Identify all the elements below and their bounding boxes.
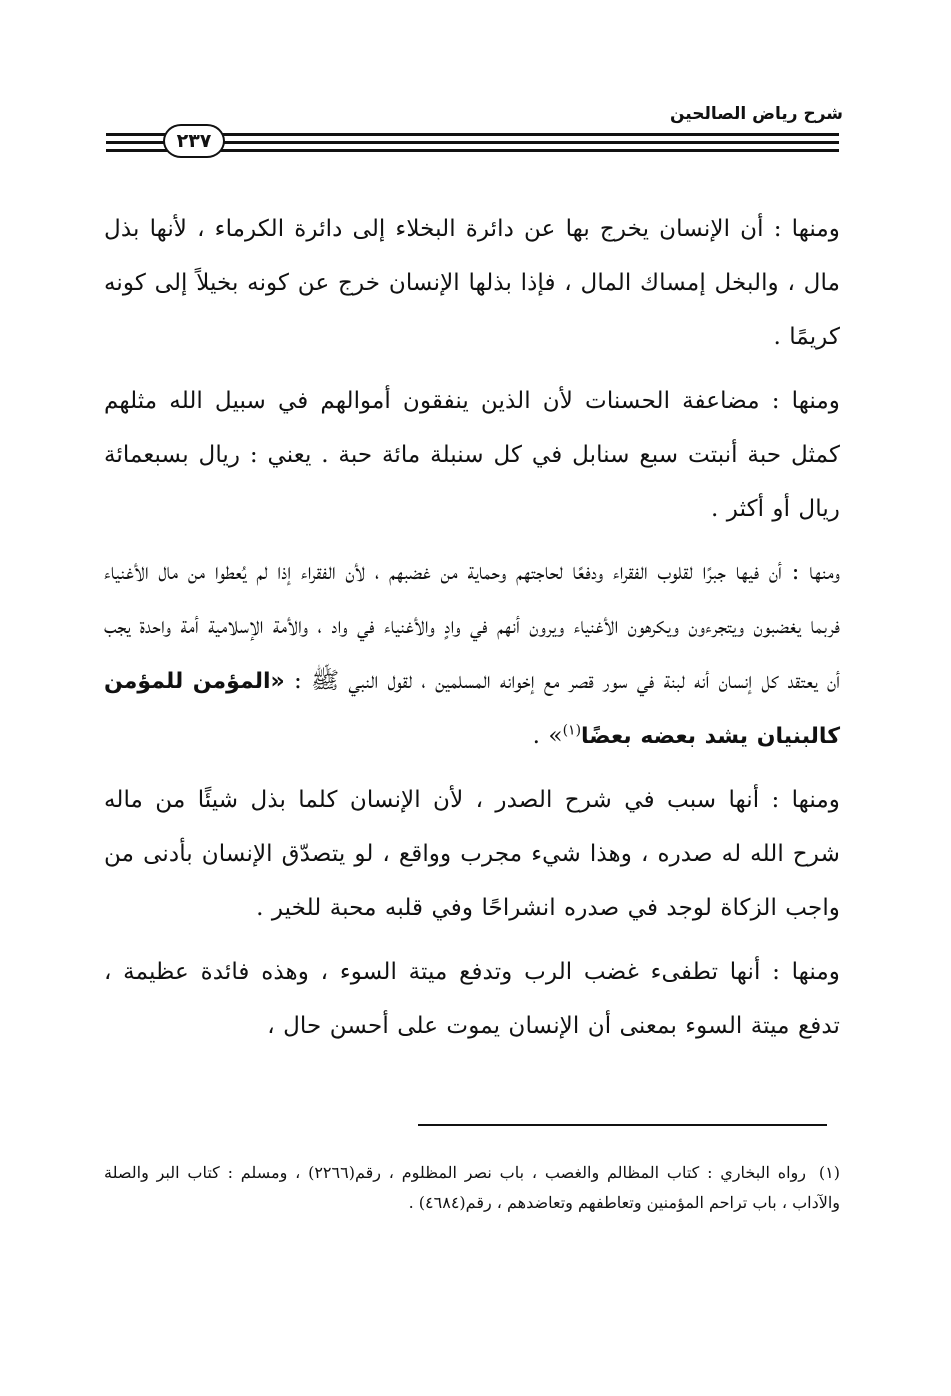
page-number: ٢٣٧ (176, 130, 212, 152)
running-header-title: شرح رياض الصالحين (669, 104, 843, 124)
paragraph-lead: ومنها : (772, 957, 840, 985)
paragraph-text: أنها تطفىء غضب الرب وتدفع ميتة السوء ، وهذه فائدة عظيمة ، تدفع ميتة السوء بمعنى أن الإنسان يموت على أحسن حال ، (104, 957, 840, 1039)
footnote (104, 1158, 840, 1218)
paragraph-lead: ومنها : (771, 386, 840, 414)
footnote-number: (١) (818, 1163, 841, 1182)
footnote-separator (418, 1124, 827, 1126)
paragraph-text: أن الإنسان يخرج بها عن دائرة البخلاء إلى دائرة الكرماء ، لأنها بذل مال ، والبخل إمساك المال ، فإذا بذلها الإنسان خرج عن كونه بخيلاً إلى كونه كريمًا . (104, 215, 840, 351)
paragraph (104, 945, 840, 1053)
paragraph-lead: ومنها : (791, 558, 840, 586)
paragraph (104, 374, 840, 537)
footnote-reference[interactable]: (١) (562, 722, 582, 739)
paragraph-text: مضاعفة الحسنات لأن الذين ينفقون أموالهم في سبيل الله مثلهم كمثل حبة أنبتت سبع سنابل في كل سنبلة مائة حبة . يعني : ريال بسبعمائة ريال أو أكثر . (104, 386, 840, 523)
paragraph (104, 202, 840, 365)
paragraph-text: أن فيها جبرًا لقلوب الفقراء ودفعًا لحاجتهم وحماية من غضبهم ، لأن الفقراء إذا لم يُعطوا من مال الأغنياء فربما يغضبون ويتجرءون ويكرهون الأغنياء ويرون أنهم في وادٍ والأغنياء في واد ، والأمة الإسلامية أمة واحدة يجب أن يعتقد كل إنسان أنه لبنة في سور قصر مع إخوانه المسلمين ، لقول النبي ﷺ : (104, 558, 840, 694)
paragraph (104, 545, 840, 764)
paragraph-lead: ومنها : (773, 215, 840, 242)
paragraph (104, 773, 840, 936)
footnote-text: رواه البخاري : كتاب المظالم والغصب ، باب نصر المظلوم ، رقم(٢٢٦٦) ، ومسلم : كتاب البر والصلة والآداب ، باب تراحم المؤمنين وتعاطفهم وتعاضدهم ، رقم(٤٦٨٤) . (104, 1163, 840, 1212)
main-text (104, 202, 840, 1062)
quote-close: » . (532, 721, 563, 749)
page-number-badge (163, 124, 225, 158)
paragraph-text: أنها سبب في شرح الصدر ، لأن الإنسان كلما بذل شيئًا من ماله شرح الله له صدره ، وهذا شيء مجرب وواقع ، لو يتصدّق الإنسان بأدنى من واجب الزكاة لوجد في صدره انشراحًا وفي قلبه محبة للخير . (104, 786, 840, 922)
paragraph-lead: ومنها : (771, 786, 840, 814)
hadith-quote: «المؤمن للمؤمن كالبنيان يشد بعضه بعضًا (104, 668, 840, 749)
